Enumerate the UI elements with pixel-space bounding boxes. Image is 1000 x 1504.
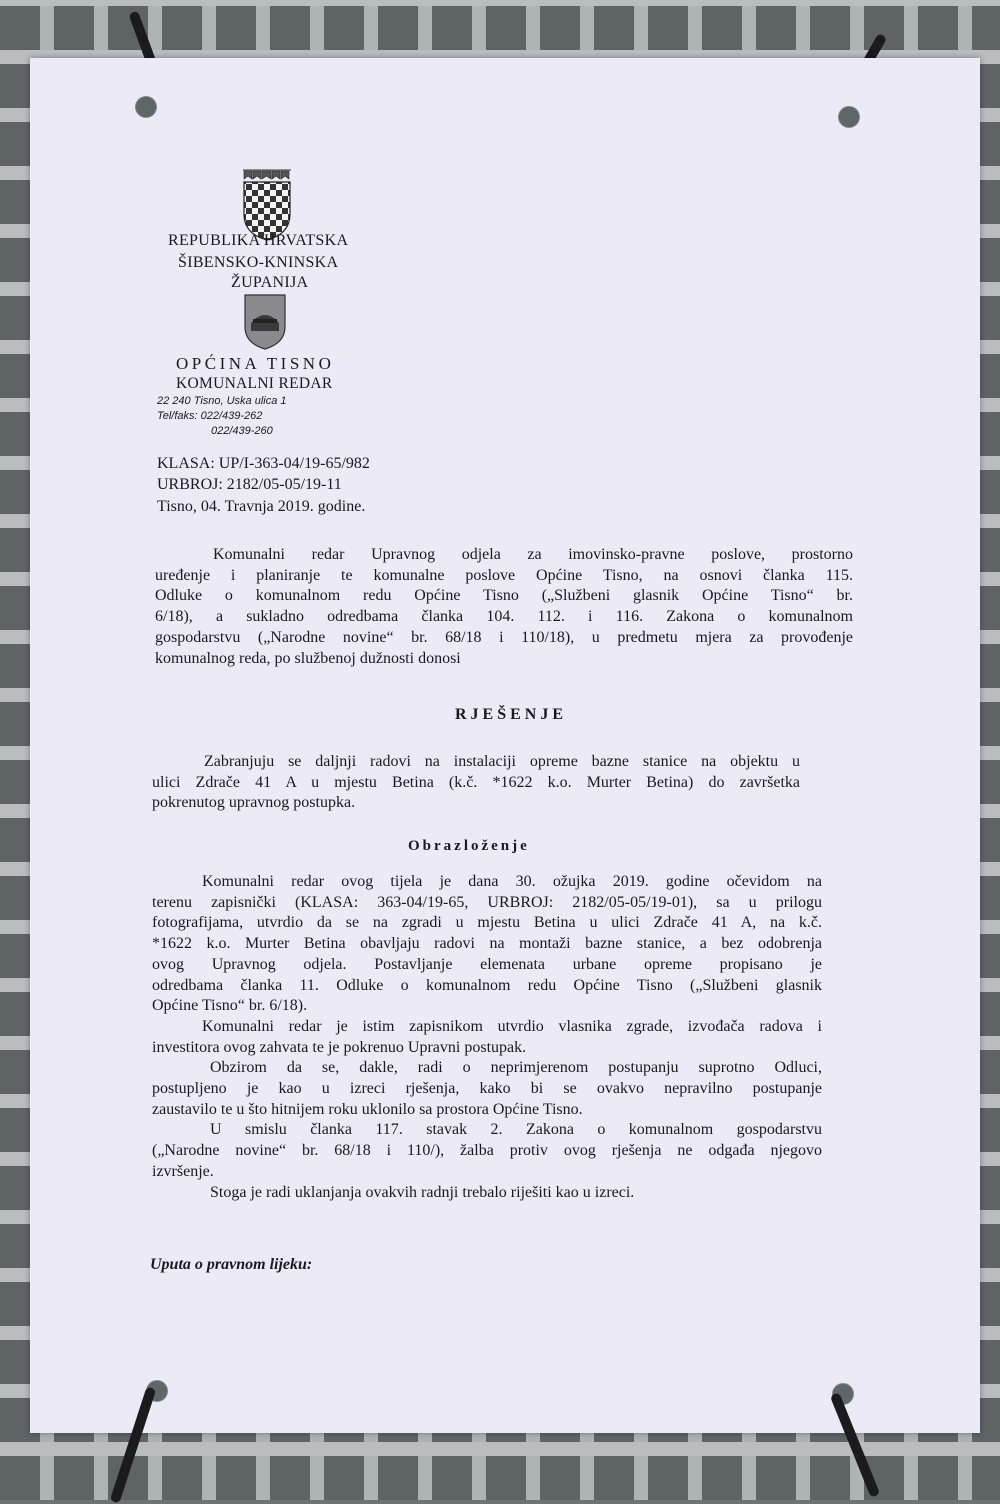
reasoning-line: ovog Upravnog odjela. Postavljanje elemenata urbane opreme propisano je [152, 955, 822, 973]
reasoning-line: terenu zapisnički (KLASA: 363-04/19-65, URBROJ: 2182/05-05/19-01), sa u prilogu [152, 893, 822, 911]
department-name: KOMUNALNI REDAR [176, 375, 333, 392]
klasa-reference: KLASA: UP/I-363-04/19-65/982 [157, 455, 370, 472]
reasoning-line: Komunalni redar ovog tijela je dana 30. ožujka 2019. godine očevidom na [202, 873, 822, 890]
reasoning-line: („Narodne novine“ br. 68/18 i 110/), žalba protiv ovog rješenja ne odgađa njegovo [152, 1142, 822, 1160]
municipality-name: OPĆINA TISNO [176, 354, 335, 373]
tisno-municipality-shield-icon [243, 293, 287, 351]
croatia-coat-of-arms-icon [240, 166, 294, 242]
urbroj-reference: URBROJ: 2182/05-05/19-11 [157, 476, 342, 493]
intro-line: Komunalni redar Upravnog odjela za imovinsko-pravne poslove, prostorno [213, 546, 853, 563]
reasoning-line: Obzirom da se, dakle, radi o neprimjerenom postupanju suprotno Odluci, [210, 1059, 822, 1077]
intro-line: komunalnog reda, po službenoj dužnosti donosi [155, 649, 461, 667]
intro-line: gospodarstvu („Narodne novine“ br. 68/18 i 110/18), u predmetu mjera za provođenje [155, 628, 853, 646]
legal-remedy-title: Uputa o pravnom lijeku: [150, 1256, 313, 1273]
reasoning-line: Komunalni redar je istim zapisnikom utvrdio vlasnika zgrade, izvođača radova i [202, 1017, 822, 1035]
reasoning-line: postupljeno je kao u izreci rješenja, kako bi se ovakvo nepravilno postupanje [152, 1080, 822, 1098]
reasoning-line: *1622 k.o. Murter Betina obavljaju radovi na montaži bazne stanice, a bez odobrenja [152, 935, 822, 953]
punch-hole-top-right [838, 106, 860, 128]
address-line: 22 240 Tisno, Uska ulica 1 [157, 395, 287, 407]
decision-title: RJEŠENJE [455, 706, 568, 723]
reasoning-line: Stoga je radi uklanjanja ovakvih radnji trebalo riješiti kao u izreci. [210, 1183, 635, 1201]
intro-paragraph [155, 545, 853, 669]
reasoning-line: investitora ovog zahvata te je pokrenuo Upravni postupak. [152, 1038, 527, 1056]
county-name-line1: ŠIBENSKO-KNINSKA [178, 254, 339, 271]
intro-line: Odluke o komunalnom redu Općine Tisno („Službeni glasnik Općine Tisno“ br. [155, 587, 853, 605]
intro-line: 6/18), a sukladno odredbama članka 104. 112. i 116. Zakona o komunalnom [155, 608, 853, 626]
reasoning-line: U smislu članka 117. stavak 2. Zakona o komunalnom gospodarstvu [210, 1121, 822, 1139]
punch-hole-top-left [135, 96, 157, 118]
decision-paragraph [152, 752, 800, 814]
reasoning-line: odredbama članka 11. Odluke o komunalnom redu Općine Tisno („Službeni glasnik [152, 976, 822, 994]
decision-line: pokrenutog upravnog postupka. [152, 794, 356, 812]
reasoning-line: fotografijama, utvrdio da se na zgradi u mjestu Betina u ulici Zdrače 41 A, na k.č. [152, 914, 822, 932]
reasoning-line: izvršenje. [152, 1162, 214, 1180]
document-sheet [30, 58, 980, 1433]
document-date: Tisno, 04. Travnja 2019. godine. [157, 498, 366, 515]
intro-line: uređenje i planiranje te komunalne poslove Općine Tisno, na osnovi članka 115. [155, 566, 853, 584]
decision-line: ulici Zdrače 41 A u mjestu Betina (k.č. *1622 k.o. Murter Betina) do završetka [152, 773, 800, 791]
reasoning-line: Općine Tisno“ br. 6/18). [152, 997, 308, 1015]
country-name: REPUBLIKA HRVATSKA [168, 232, 349, 249]
phone-line-2: 022/439-260 [211, 425, 273, 437]
reasoning-paragraph [152, 872, 822, 1203]
county-name-line2: ŽUPANIJA [231, 274, 309, 291]
reasoning-title: Obrazloženje [408, 838, 530, 854]
decision-line: Zabranjuju se daljnji radovi na instalaciji opreme bazne stanice na objektu u [204, 753, 800, 770]
phone-line-1: Tel/faks: 022/439-262 [157, 410, 263, 422]
reasoning-line: zaustavilo te u što hitnijem roku uklonilo sa prostora Općine Tisno. [152, 1100, 583, 1118]
